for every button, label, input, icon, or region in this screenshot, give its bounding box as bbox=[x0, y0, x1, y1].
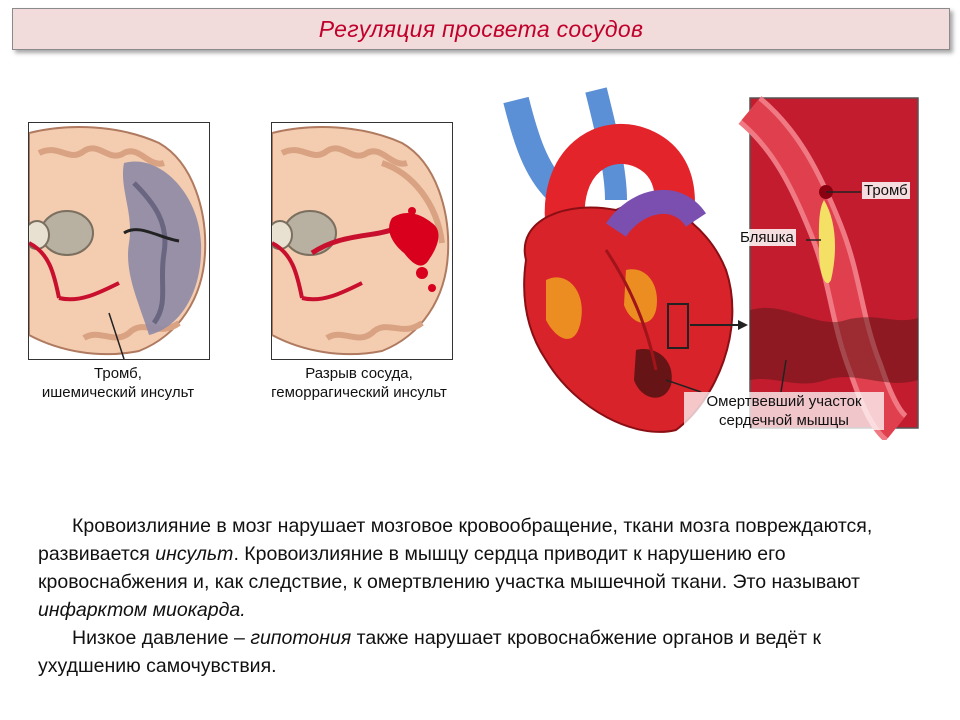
p1-text-1: Кровоизлияние в мозг нарушает мозговое кровообращение, ткани мозга повреждаются, развивается bbox=[38, 515, 873, 565]
ischemic-caption bbox=[12, 364, 224, 402]
hemorrhagic-caption-line2: геморрагический инсульт bbox=[271, 384, 447, 401]
heart-infarction-image bbox=[486, 80, 926, 440]
term-hypotension: гипотония bbox=[250, 627, 352, 649]
hemorrhagic-caption bbox=[236, 364, 482, 402]
ischemic-stroke-image bbox=[28, 122, 210, 360]
term-stroke: инсульт bbox=[155, 543, 234, 565]
term-myocardial-infarction: инфарктом миокарда. bbox=[38, 599, 246, 621]
ischemic-caption-line1: Тромб, bbox=[94, 365, 142, 382]
hemorrhagic-stroke-image bbox=[271, 122, 453, 360]
page-title: Регуляция просвета сосудов bbox=[318, 15, 644, 42]
body-text bbox=[38, 512, 928, 680]
ischemic-caption-line2: ишемический инсульт bbox=[41, 384, 195, 401]
brain-hemorrhagic-illustration bbox=[272, 123, 452, 359]
dead-area-label-line2: сердечной мышцы bbox=[719, 412, 849, 429]
p2-text-2: также нарушает кровоснабжение органов и ведёт к ухудшению самочувствия. bbox=[38, 627, 821, 677]
plaque-label: Бляшка bbox=[740, 229, 794, 246]
hemorrhagic-caption-line1: Разрыв сосуда, bbox=[305, 365, 413, 382]
dead-area-label-line1: Омертвевший участок bbox=[706, 393, 862, 410]
heart-illustration bbox=[486, 80, 926, 440]
paragraph-1 bbox=[38, 512, 928, 624]
title-bar bbox=[12, 8, 950, 50]
p2-text-1: Низкое давление – bbox=[72, 627, 251, 649]
dead-area-label bbox=[684, 392, 884, 430]
brain-ischemic-illustration bbox=[29, 123, 209, 359]
p1-text-2: . Кровоизлияние в мышцу сердца приводит к нарушению его кровоснабжения и, как следствие, к омертвлению участка мышечной ткани. Это называют bbox=[38, 543, 860, 593]
thrombus-label: Тромб bbox=[864, 182, 908, 199]
paragraph-2 bbox=[38, 624, 928, 680]
